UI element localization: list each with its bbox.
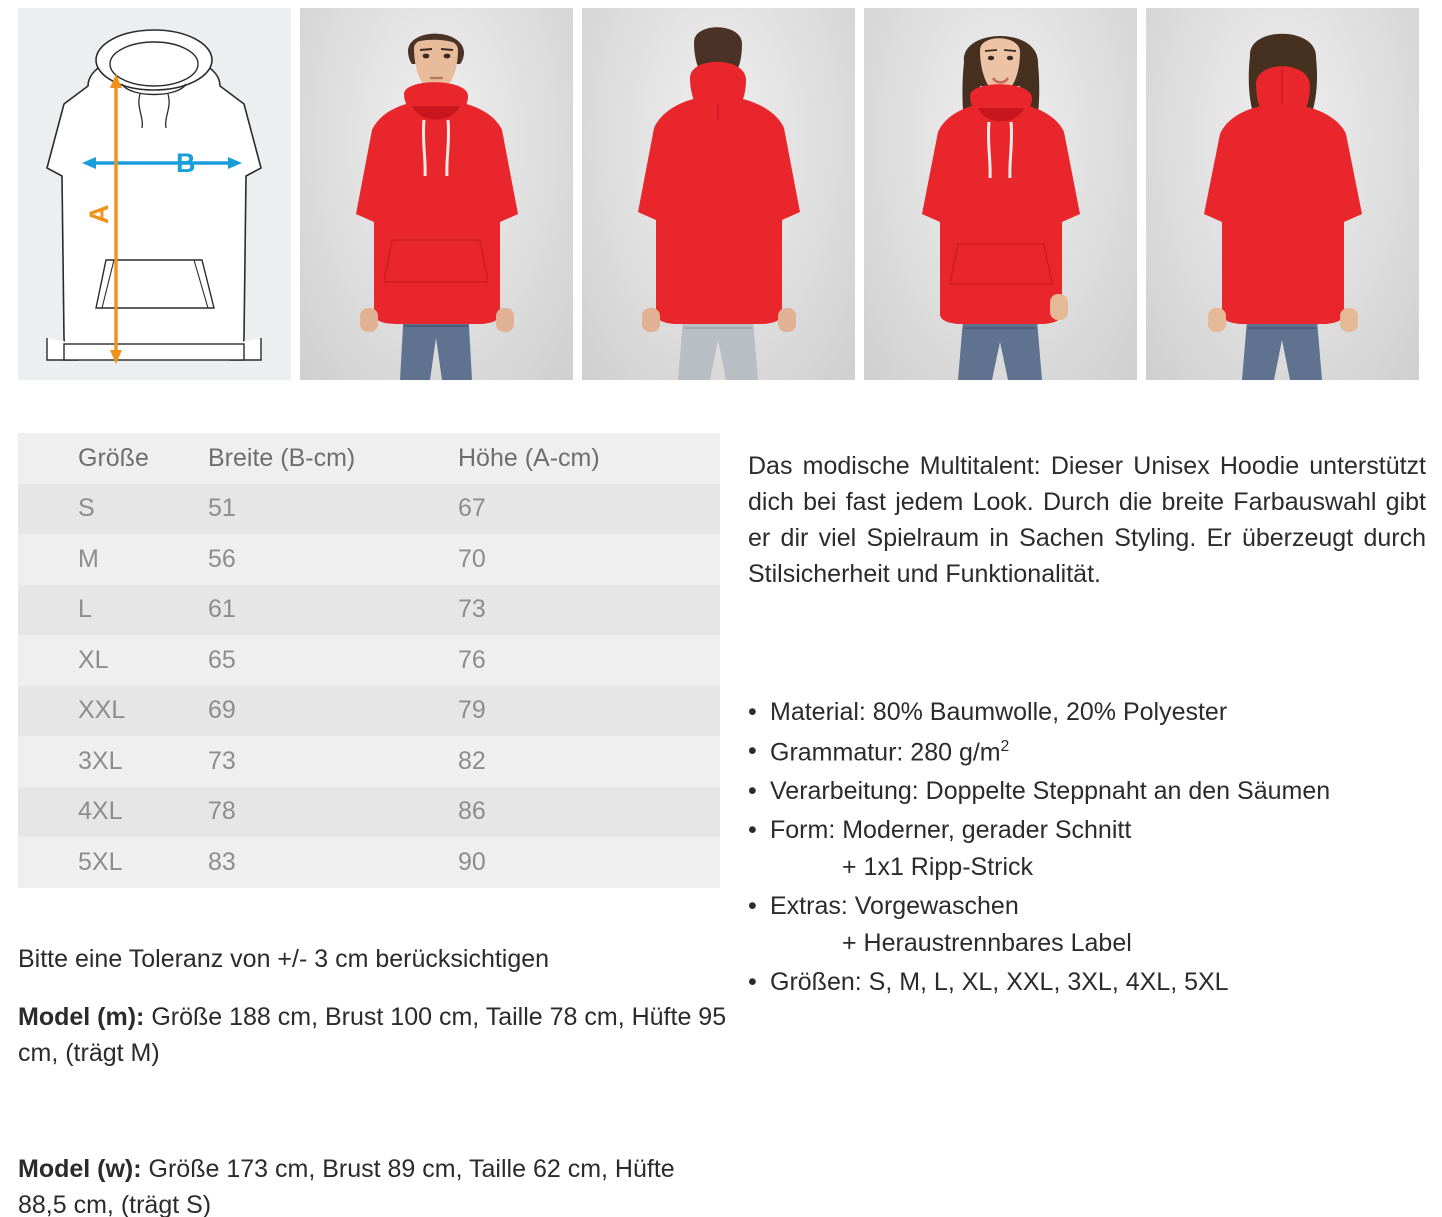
table-row	[18, 736, 720, 787]
female-back-figure	[1146, 8, 1419, 380]
male-front-figure	[300, 8, 573, 380]
spec-workmanship: Verarbeitung: Doppelte Steppnaht an den Säumen	[770, 777, 1331, 806]
cell-size: XXL	[78, 696, 126, 725]
cell-size: L	[78, 595, 92, 624]
cell-width: 69	[208, 696, 236, 725]
list-item	[748, 700, 1438, 725]
cell-height: 90	[458, 847, 486, 876]
list-item	[748, 739, 1438, 765]
spec-material: Material: 80% Baumwolle, 20% Polyester	[770, 698, 1228, 726]
bullet-icon: •	[748, 816, 757, 845]
spec-form	[770, 818, 1438, 880]
cell-height: 79	[458, 696, 486, 725]
cell-width: 56	[208, 544, 236, 573]
cell-height: 67	[458, 494, 486, 523]
cell-height: 86	[458, 797, 486, 826]
list-item	[748, 818, 1438, 880]
product-specs-list	[748, 700, 1438, 1009]
model-female-label: Model (w):	[18, 1155, 142, 1183]
table-row	[18, 635, 720, 686]
spec-sizes: Größen: S, M, L, XL, XXL, 3XL, 4XL, 5XL	[770, 968, 1229, 997]
cell-width: 65	[208, 645, 236, 674]
panel-male-model-back	[582, 8, 855, 380]
male-back-figure	[582, 8, 855, 380]
bullet-icon: •	[748, 698, 757, 726]
spec-extras	[770, 894, 1438, 956]
model-female-text: Größe 173 cm, Brust 89 cm, Taille 62 cm, Hüfte 88,5 cm, (trägt S)	[18, 1155, 675, 1217]
cell-width: 61	[208, 595, 236, 624]
spec-weight	[770, 739, 1438, 765]
cell-height: 82	[458, 746, 486, 775]
table-header-size: Größe	[78, 443, 149, 472]
female-front-figure	[864, 8, 1137, 380]
height-label: A	[84, 204, 114, 224]
tolerance-note: Bitte eine Toleranz von +/- 3 cm berücksichtigen	[18, 945, 550, 973]
size-table	[18, 433, 720, 888]
table-row	[18, 585, 720, 636]
cell-height: 76	[458, 645, 486, 674]
list-item	[748, 779, 1438, 804]
cell-width: 78	[208, 797, 236, 826]
cell-size: S	[78, 494, 95, 523]
cell-height: 70	[458, 544, 486, 573]
table-row	[18, 484, 720, 535]
cell-size: XL	[78, 645, 109, 674]
model-male-info	[18, 1000, 730, 1071]
cell-size: 4XL	[78, 797, 123, 826]
cell-width: 51	[208, 494, 236, 523]
product-description: Das modische Multitalent: Dieser Unisex Hoodie unterstützt dich bei fast jedem Look. Durch die breite Farbauswahl gibt er dir viel Spielraum in Sachen Styling. Er überzeugt durch Stilsicherheit und Funktionalität.	[748, 452, 1426, 588]
table-header-width: Breite (B-cm)	[208, 443, 356, 472]
bullet-icon: •	[748, 892, 757, 921]
table-header-row	[18, 433, 720, 484]
panel-technical-drawing	[18, 8, 291, 380]
table-row	[18, 787, 720, 838]
table-row	[18, 534, 720, 585]
cell-size: M	[78, 544, 99, 573]
bullet-icon: •	[748, 968, 757, 997]
spec-form-text: Form: Moderner, gerader Schnitt	[770, 816, 1132, 845]
spec-extras-sub: + Heraustrennbares Label	[842, 929, 1132, 958]
hoodie-technical-drawing	[18, 8, 291, 380]
model-female-info	[18, 1152, 730, 1217]
spec-extras-text: Extras: Vorgewaschen	[770, 892, 1019, 921]
width-label: B	[176, 148, 196, 178]
product-image-strip	[18, 8, 1424, 380]
panel-male-model-front	[300, 8, 573, 380]
table-row	[18, 837, 720, 888]
cell-width: 73	[208, 746, 236, 775]
table-header-height: Höhe (A-cm)	[458, 443, 600, 472]
spec-weight-text: Grammatur: 280 g/m	[770, 738, 1001, 767]
cell-width: 83	[208, 847, 236, 876]
bullet-icon: •	[748, 777, 757, 806]
panel-female-model-front	[864, 8, 1137, 380]
panel-female-model-back	[1146, 8, 1419, 380]
spec-form-sub: + 1x1 Ripp-Strick	[842, 853, 1034, 882]
table-row	[18, 686, 720, 737]
cell-height: 73	[458, 595, 486, 624]
list-item	[748, 970, 1438, 995]
list-item	[748, 894, 1438, 956]
cell-size: 5XL	[78, 847, 123, 876]
bullet-icon: •	[748, 737, 757, 765]
cell-size: 3XL	[78, 746, 123, 775]
model-male-text: Größe 188 cm, Brust 100 cm, Taille 78 cm, Hüfte 95 cm, (trägt M)	[18, 1003, 727, 1067]
spec-weight-superscript: 2	[1000, 738, 1010, 755]
model-male-label: Model (m):	[18, 1003, 145, 1031]
